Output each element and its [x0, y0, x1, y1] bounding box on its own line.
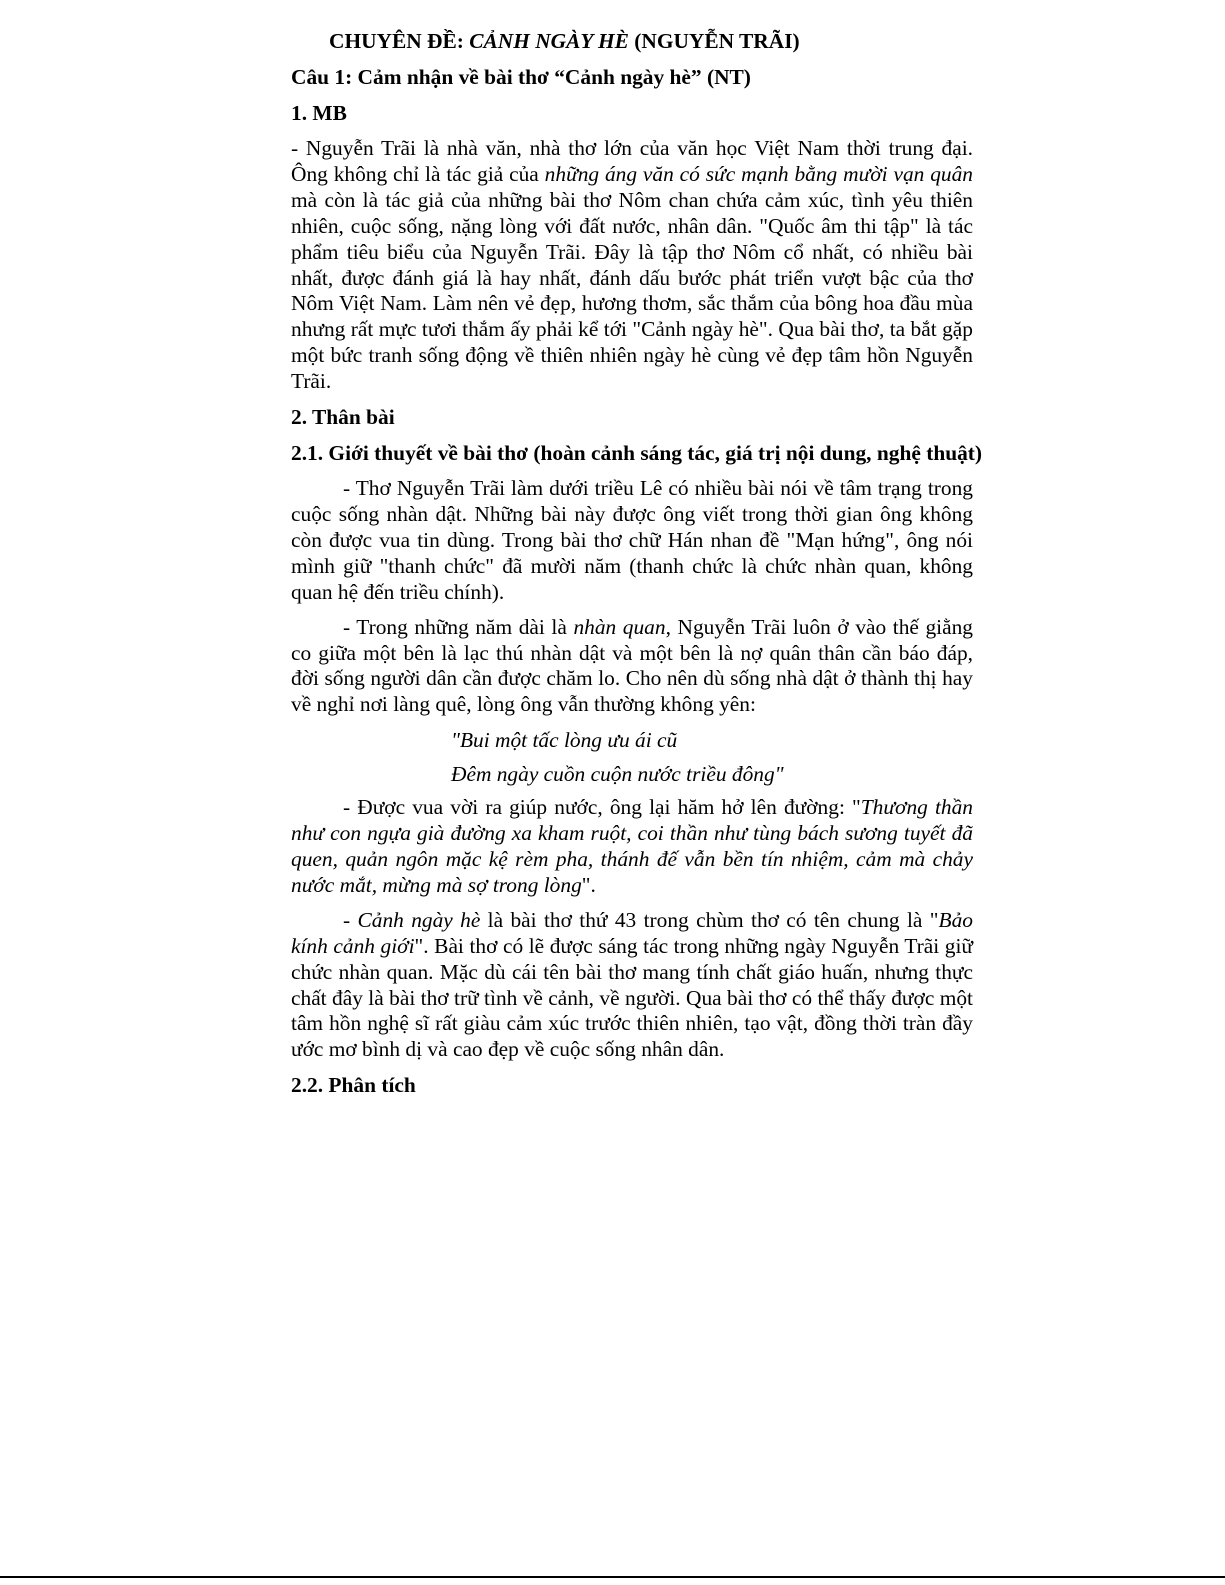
document-page	[291, 27, 983, 1108]
question-heading: Câu 1: Cảm nhận về bài thơ “Cảnh ngày hè” (NT)	[291, 65, 751, 89]
p213-text-a: - Được vua vời ra giúp nước, ông lại hăm hở lên đường: "	[343, 795, 861, 820]
p212-text-c: , Nguyễn Trãi luôn ở vào thế giằng co giữa một bên là lạc thú nhàn dật và một bên là nợ quân thân cần báo đáp, đời sống người dân cần được chăm lo. Cho nên dù sống nhà dật ở thành thị hay về nghỉ nơi làng quê, lòng ông vẫn thường không yên:	[291, 614, 973, 717]
verse-line-1: "Bui một tấc lòng ưu ái cũ	[451, 728, 678, 753]
paragraph-2-1-3	[291, 795, 973, 899]
mb-text-italic: những áng văn có sức mạnh bằng mười vạn quân	[544, 161, 973, 186]
section-heading-2-2: 2.2. Phân tích	[291, 1073, 416, 1098]
p213-text-c: ".	[581, 872, 596, 897]
verse-line-2: Đêm ngày cuồn cuộn nước triều đông"	[451, 762, 784, 787]
title-italic: CẢNH NGÀY HÈ	[469, 29, 629, 53]
p212-text-italic: nhàn quan	[573, 614, 666, 639]
mb-text-a: - Nguyễn Trãi là nhà văn, nhà thơ lớn của văn học Việt Nam thời trung đại. Ông không chỉ là tác giả của	[291, 136, 973, 186]
mb-text-c: mà còn là tác giả của những bài thơ Nôm chan chứa cảm xúc, tình yêu thiên nhiên, cuộc sống, nặng lòng với đất nước, nhân dân. "Quốc âm thi tập" là tác phẩm tiêu biểu của Nguyễn Trãi. Đây là tập thơ Nôm cổ nhất, có nhiều bài nhất, được đánh giá là hay nhất, đánh dấu bước phát triển vượt bậc của thơ Nôm Việt Nam. Làm nên vẻ đẹp, hương thơm, sắc thắm của bông hoa đầu mùa nhưng rất mực tươi thắm ấy phải kể tới "Cảnh ngày hè". Qua bài thơ, ta bắt gặp một bức tranh sống động về thiên nhiên ngày hè cùng vẻ đẹp tâm hồn Nguyễn Trãi.	[291, 187, 973, 394]
paragraph-2-1-2	[291, 615, 973, 719]
title-prefix: CHUYÊN ĐỀ:	[329, 29, 470, 53]
p214-text-italic-2: Bảo kính cảnh giới	[291, 907, 973, 958]
section-heading-than-bai: 2. Thân bài	[291, 405, 395, 430]
title-suffix: (NGUYỄN TRÃI)	[628, 29, 800, 53]
p214-text-c: là bài thơ thứ 43 trong chùm thơ có tên chung là "	[480, 907, 939, 932]
p214-text-italic-1: Cảnh ngày hè	[357, 907, 481, 932]
paragraph-2-1-4	[291, 908, 973, 1063]
section-heading-mb: 1. MB	[291, 101, 347, 125]
paragraph-2-1-1: - Thơ Nguyễn Trãi làm dưới triều Lê có nhiều bài nói về tâm trạng trong cuộc sống nhàn dật. Những bài này được ông viết trong thời gian ông không còn được vua tin dùng. Trong bài thơ chữ Hán nhan đề "Mạn hứng", ông nói mình giữ "thanh chức" đã mười năm (thanh chức là chức nhàn quan, không quan hệ đến triều chính).	[291, 476, 973, 604]
document-title	[329, 27, 973, 55]
section-heading-2-1: 2.1. Giới thuyết về bài thơ (hoàn cảnh sáng tác, giá trị nội dung, nghệ thuật)	[291, 441, 983, 466]
p212-text-a: - Trong những năm dài là	[343, 614, 574, 639]
p214-text-a: -	[343, 907, 358, 932]
p214-text-e: ". Bài thơ có lẽ được sáng tác trong những ngày Nguyễn Trãi giữ chức nhàn quan. Mặc dù cái tên bài thơ mang tính chất giáo huấn, nhưng thực chất đây là bài thơ trữ tình về cảnh, về người. Qua bài thơ có thể thấy được một tâm hồn nghệ sĩ rất giàu cảm xúc trước thiên nhiên, tạo vật, đồng thời tràn đầy ước mơ bình dị và cao đẹp về cuộc sống nhân dân.	[291, 933, 973, 1062]
page-bottom-rule	[0, 1576, 1225, 1578]
mb-paragraph	[291, 136, 973, 395]
p213-text-italic: Thương thần như con ngựa già đường xa kham ruột, coi thần như tùng bách sương tuyết đã quen, quản ngôn mặc kệ rèm pha, thánh đế vẫn bền tín nhiệm, cảm mà chảy nước mắt, mừng mà sợ trong lòng	[291, 795, 973, 897]
